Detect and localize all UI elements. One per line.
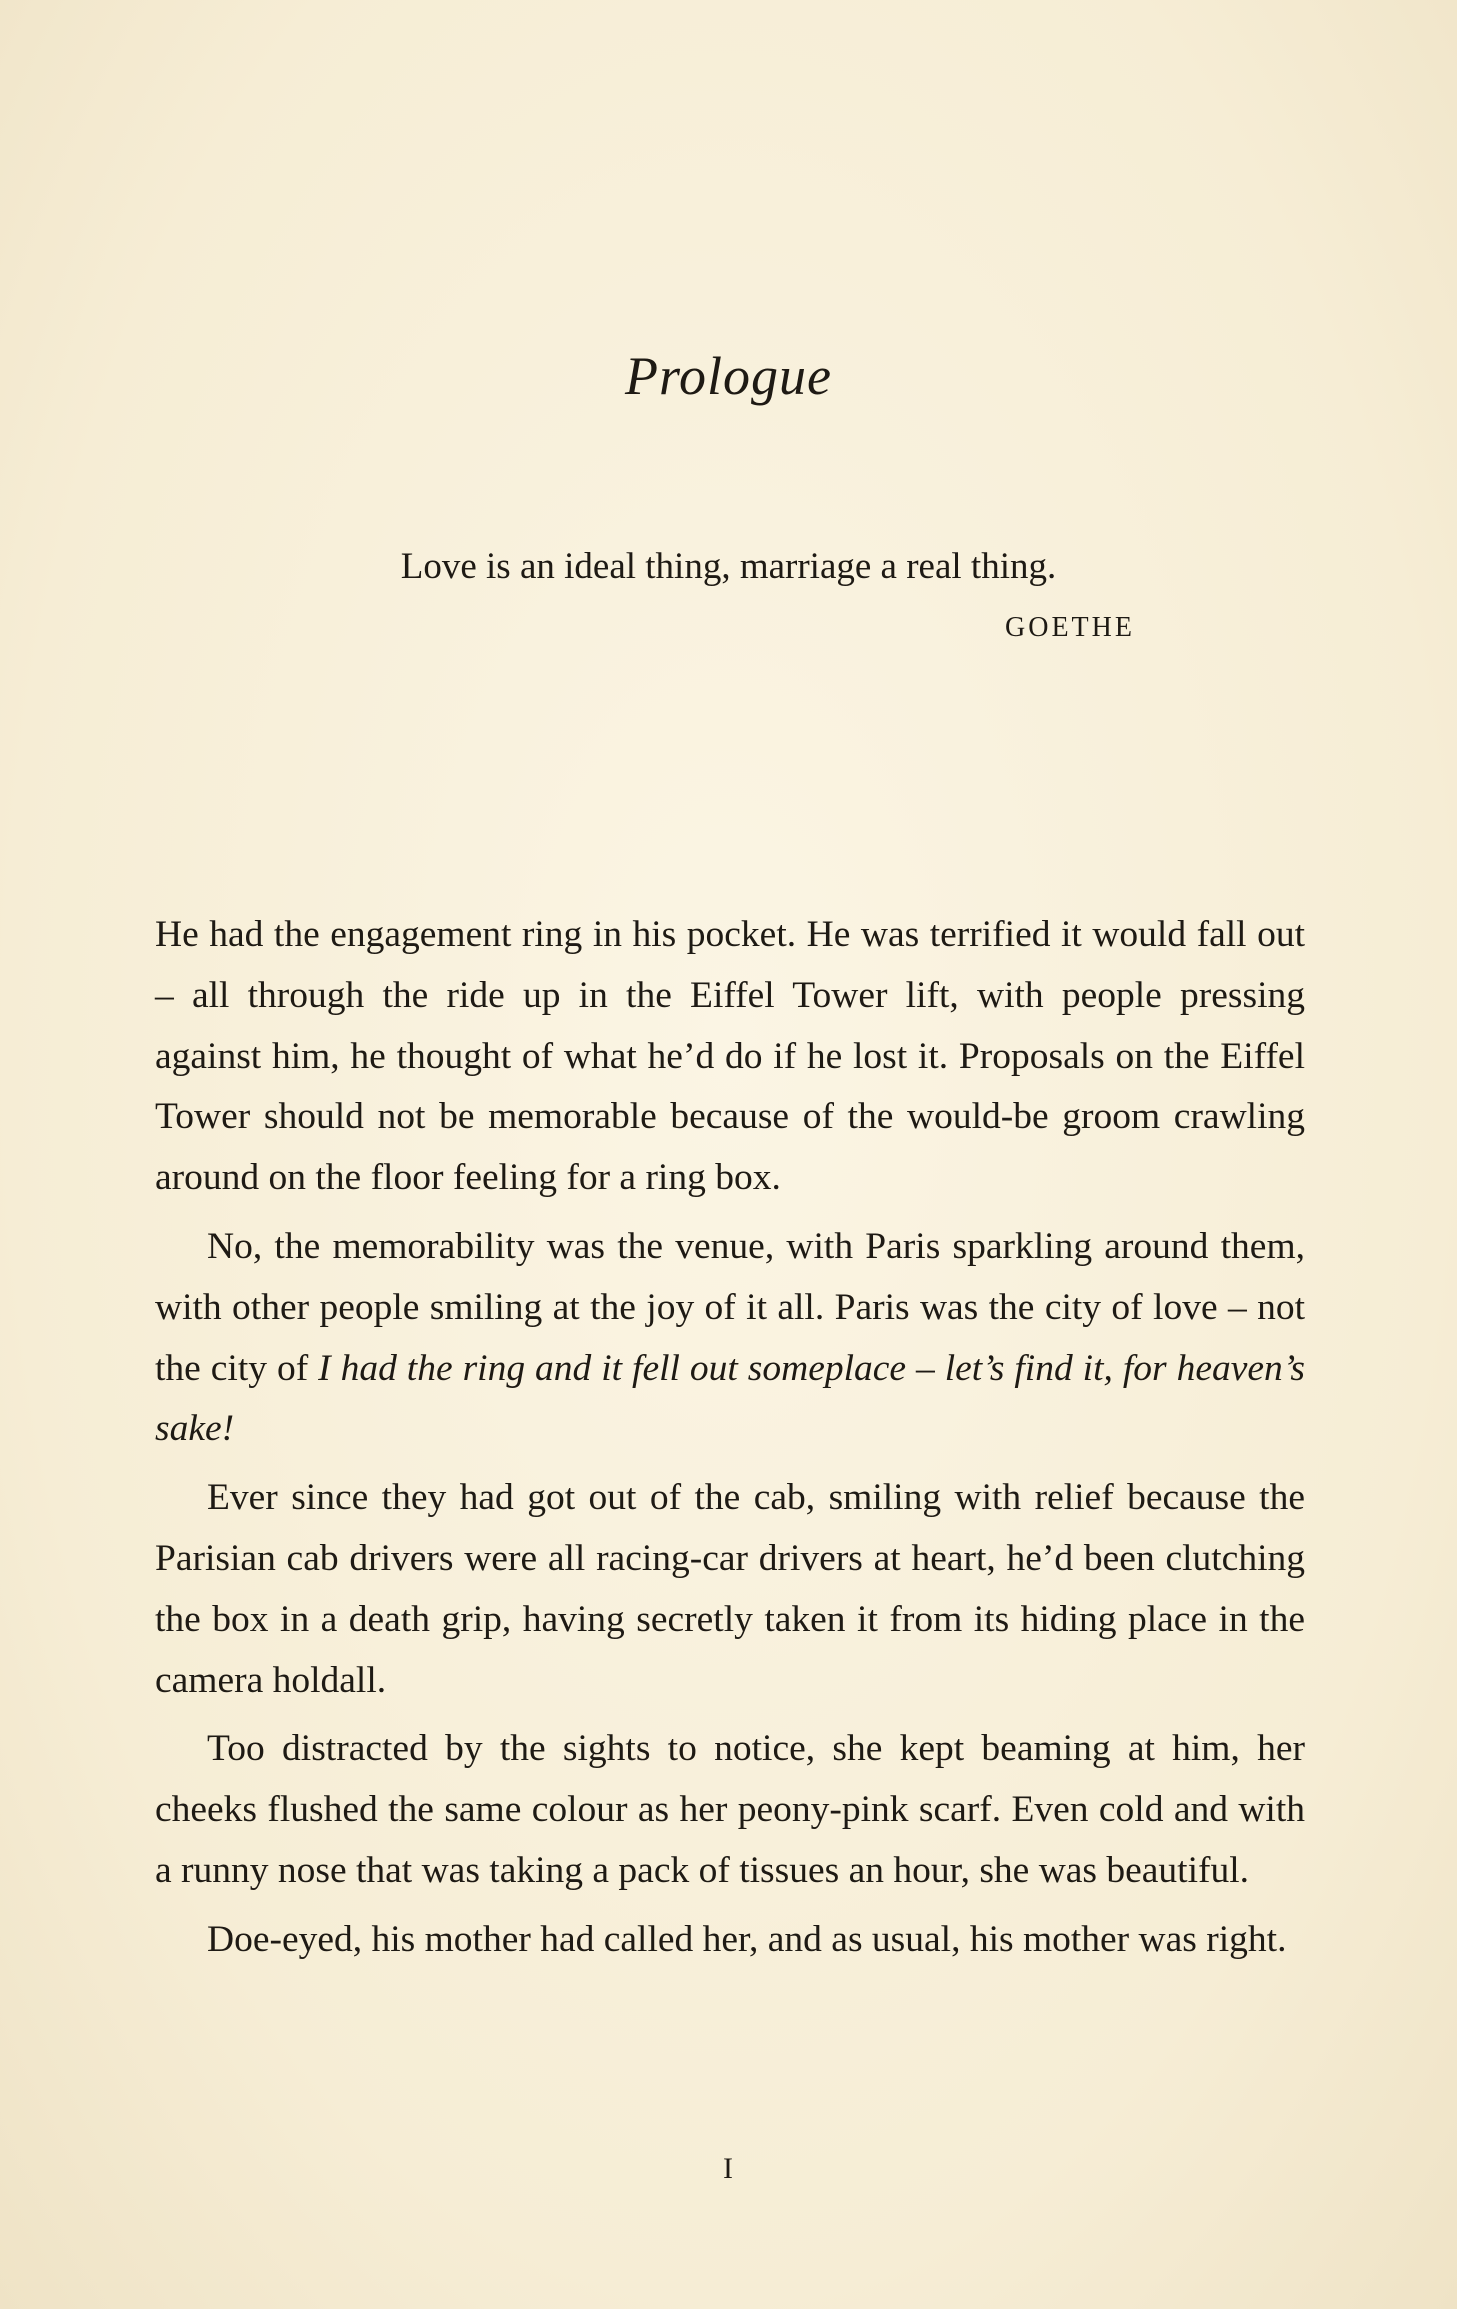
epigraph-author: GOETHE [1005, 612, 1135, 643]
paragraph-text: No, the memorability was the venue, with Paris sparkling around them, with other people smiling at the joy of it all. Paris was the city of love – not the city of [155, 1225, 1305, 1389]
epigraph-quote: Love is an ideal thing, marriage a real thing. [400, 546, 1057, 587]
paragraph-italic-text: I had the ring and it fell out someplace – let’s find it, for heaven’s sake! [155, 1347, 1305, 1450]
page-number: I [723, 2152, 734, 2185]
paragraph: Too distracted by the sights to notice, she kept beaming at him, her cheeks flushed the same colour as her peony-pink scarf. Even cold and with a runny nose that was taking a pack of tissues an hour, she was beautiful. [155, 1728, 1305, 1891]
paragraph [155, 1217, 1305, 1460]
body-text [155, 905, 1305, 1971]
paragraph: Doe-eyed, his mother had called her, and as usual, his mother was right. [207, 1918, 1287, 1960]
paragraph: He had the engagement ring in his pocket. He was terrified it would fall out – all through the ride up in the Eiffel Tower lift, with people pressing against him, he thought of what he’d do if he lost it. Proposals on the Eiffel Tower should not be memorable because of the would-be groom crawling around on the floor feeling for a ring box. [155, 914, 1305, 1199]
chapter-title: Prologue [625, 346, 832, 406]
paragraph: Ever since they had got out of the cab, smiling with relief because the Parisian cab drivers were all racing-car drivers at heart, he’d been clutching the box in a death grip, having secretly taken it from its hiding place in the camera holdall. [155, 1477, 1305, 1701]
